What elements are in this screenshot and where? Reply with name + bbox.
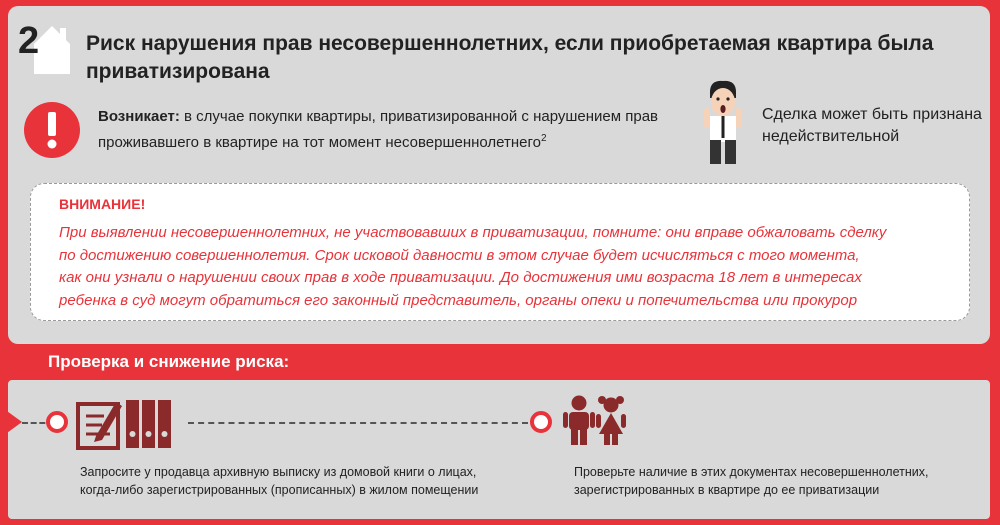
attention-box: [30, 183, 970, 321]
step-1-line: Запросите у продавца архивную выписку из домовой книги о лицах,: [80, 465, 477, 479]
exclamation-icon: [22, 100, 82, 160]
step-2-text: [574, 463, 974, 499]
step-number: 2: [18, 20, 40, 62]
attention-line: ребенка в суд могут обратиться его законный представитель, органы опеки и попечительства или прокурор: [59, 291, 858, 309]
attention-title: ВНИМАНИЕ!: [59, 196, 146, 212]
arises-text: [98, 106, 708, 154]
step-1-text: [80, 463, 540, 499]
deal-invalid-text: Сделка может быть признана недействительной: [762, 106, 982, 145]
arises-description: в случае покупки квартиры, приватизированной с нарушением прав проживавшего в квартире на тот момент несовершеннолетнего: [98, 108, 658, 151]
children-icon: [562, 394, 634, 446]
attention-text: [59, 222, 959, 312]
attention-line: При выявлении несовершеннолетних, не участвовавших в приватизации, помните: они вправе обжаловать сделку: [59, 224, 887, 241]
flow-line: [188, 422, 528, 424]
arises-label: Возникает:: [98, 108, 180, 125]
risk-title: Риск нарушения прав несовершеннолетних, если приобретаемая квартира была приватизирована: [86, 32, 934, 83]
step-2-line: Проверьте наличие в этих документах несовершеннолетних,: [574, 465, 929, 479]
footnote-mark: 2: [540, 133, 547, 144]
shocked-person-icon: [698, 78, 748, 166]
section-title: Проверка и снижение риска:: [48, 352, 290, 371]
flow-node: [530, 411, 552, 433]
step-1-line: когда-либо зарегистрированных (прописанных) в жилом помещении: [80, 483, 479, 497]
arrow-marker: [0, 406, 22, 438]
flow-node: [46, 411, 68, 433]
attention-line: по достижению совершеннолетия. Срок исковой давности в этом случае будет исчисляться с того момента,: [59, 246, 860, 264]
documents-icon: [76, 398, 176, 450]
step-2-line: зарегистрированных в квартире до ее приватизации: [574, 483, 880, 497]
attention-line: как они узнали о нарушении своих прав в ходе приватизации. До достижения ими возраста 18 лет в интересах: [59, 269, 862, 286]
